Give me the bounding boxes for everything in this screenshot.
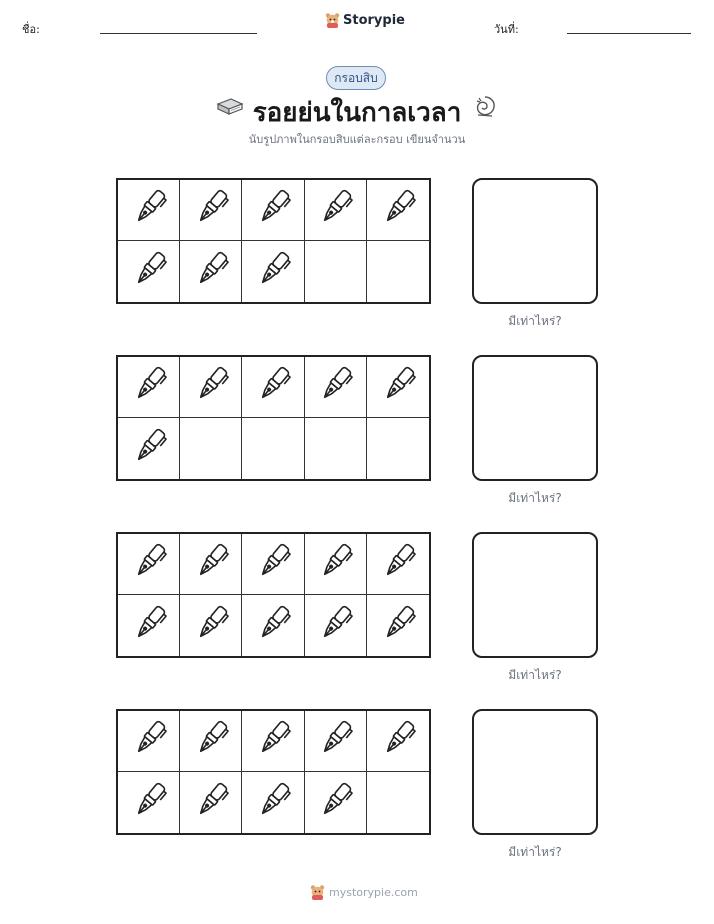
fountain-pen-icon — [315, 540, 355, 588]
prompt-4: มีเท่าไหร่? — [508, 845, 562, 859]
ten-frame-cell — [180, 711, 242, 772]
fountain-pen-icon — [191, 363, 231, 411]
fountain-pen-icon — [129, 363, 169, 411]
snail-shell-icon — [472, 94, 498, 120]
fountain-pen-icon — [253, 186, 293, 234]
ten-frame-cell — [242, 418, 304, 479]
answer-box-2[interactable] — [472, 355, 598, 481]
ten-frame-cell — [118, 357, 180, 418]
bear-mascot-icon — [310, 884, 325, 900]
fountain-pen-icon — [378, 186, 418, 234]
fountain-pen-icon — [378, 717, 418, 765]
ten-frame-cell — [242, 534, 304, 595]
brand-name: Storypie — [343, 12, 405, 28]
fountain-pen-icon — [129, 540, 169, 588]
topic-badge: กรอบสิบ — [326, 66, 386, 90]
ten-frame-cell — [305, 534, 367, 595]
fountain-pen-icon — [378, 540, 418, 588]
fountain-pen-icon — [129, 425, 169, 473]
fountain-pen-icon — [129, 186, 169, 234]
fountain-pen-icon — [253, 363, 293, 411]
answer-box-4[interactable] — [472, 709, 598, 835]
ten-frame-cell — [118, 534, 180, 595]
ten-frame-1 — [116, 178, 431, 304]
fountain-pen-icon — [129, 248, 169, 296]
ten-frame-cell — [118, 711, 180, 772]
fountain-pen-icon — [129, 779, 169, 827]
ten-frame-cell — [180, 241, 242, 302]
fountain-pen-icon — [191, 248, 231, 296]
ten-frame-cell — [305, 357, 367, 418]
date-line[interactable] — [567, 33, 691, 34]
prompt-1: มีเท่าไหร่? — [508, 314, 562, 328]
ten-frame-cell — [367, 534, 429, 595]
fountain-pen-icon — [191, 186, 231, 234]
ten-frame-cell — [305, 595, 367, 656]
ten-frame-cell — [118, 180, 180, 241]
ten-frame-cell — [305, 711, 367, 772]
fountain-pen-icon — [129, 717, 169, 765]
fountain-pen-icon — [315, 363, 355, 411]
ten-frame-cell — [367, 180, 429, 241]
ten-frame-cell — [118, 418, 180, 479]
ten-frame-cell — [118, 595, 180, 656]
ten-frame-cell — [180, 534, 242, 595]
ten-frame-cell — [242, 241, 304, 302]
fountain-pen-icon — [129, 602, 169, 650]
answer-box-3[interactable] — [472, 532, 598, 658]
ten-frame-cell — [305, 180, 367, 241]
ten-frame-cell — [305, 241, 367, 302]
ten-frame-3 — [116, 532, 431, 658]
ten-frame-cell — [242, 357, 304, 418]
footer-url: mystorypie.com — [329, 885, 418, 899]
ten-frame-cell — [367, 711, 429, 772]
fountain-pen-icon — [191, 540, 231, 588]
fountain-pen-icon — [253, 779, 293, 827]
fountain-pen-icon — [253, 540, 293, 588]
instructions: นับรูปภาพในกรอบสิบแต่ละกรอบ เขียนจำนวน — [248, 133, 466, 146]
answer-box-1[interactable] — [472, 178, 598, 304]
fountain-pen-icon — [315, 717, 355, 765]
fountain-pen-icon — [378, 363, 418, 411]
fountain-pen-icon — [253, 248, 293, 296]
ten-frame-cell — [367, 595, 429, 656]
fountain-pen-icon — [253, 717, 293, 765]
fountain-pen-icon — [378, 602, 418, 650]
ten-frame-cell — [305, 772, 367, 833]
prompt-2: มีเท่าไหร่? — [508, 491, 562, 505]
fountain-pen-icon — [191, 602, 231, 650]
ten-frame-cell — [180, 180, 242, 241]
ten-frame-2 — [116, 355, 431, 481]
page-title: รอยย่นในกาลเวลา — [252, 98, 462, 128]
fountain-pen-icon — [253, 602, 293, 650]
ten-frame-cell — [118, 772, 180, 833]
ten-frame-cell — [242, 595, 304, 656]
bear-mascot-icon — [325, 12, 340, 28]
fountain-pen-icon — [191, 779, 231, 827]
name-label: ชื่อ: — [22, 23, 40, 36]
fountain-pen-icon — [315, 779, 355, 827]
prompt-3: มีเท่าไหร่? — [508, 668, 562, 682]
fountain-pen-icon — [315, 602, 355, 650]
ten-frame-cell — [367, 418, 429, 479]
ten-frame-cell — [367, 241, 429, 302]
ten-frame-cell — [242, 711, 304, 772]
footer — [310, 884, 418, 900]
fountain-pen-icon — [191, 717, 231, 765]
ten-frame-cell — [118, 241, 180, 302]
fountain-pen-icon — [315, 186, 355, 234]
ten-frame-cell — [305, 418, 367, 479]
ten-frame-cell — [367, 357, 429, 418]
ten-frame-4 — [116, 709, 431, 835]
brand-logo — [325, 12, 405, 28]
ten-frame-cell — [242, 180, 304, 241]
ten-frame-cell — [242, 772, 304, 833]
ten-frame-cell — [180, 357, 242, 418]
ten-frame-cell — [180, 772, 242, 833]
ten-frame-cell — [180, 418, 242, 479]
date-label: วันที่: — [494, 23, 519, 36]
name-line[interactable] — [100, 33, 257, 34]
ten-frame-cell — [180, 595, 242, 656]
ten-frame-cell — [367, 772, 429, 833]
